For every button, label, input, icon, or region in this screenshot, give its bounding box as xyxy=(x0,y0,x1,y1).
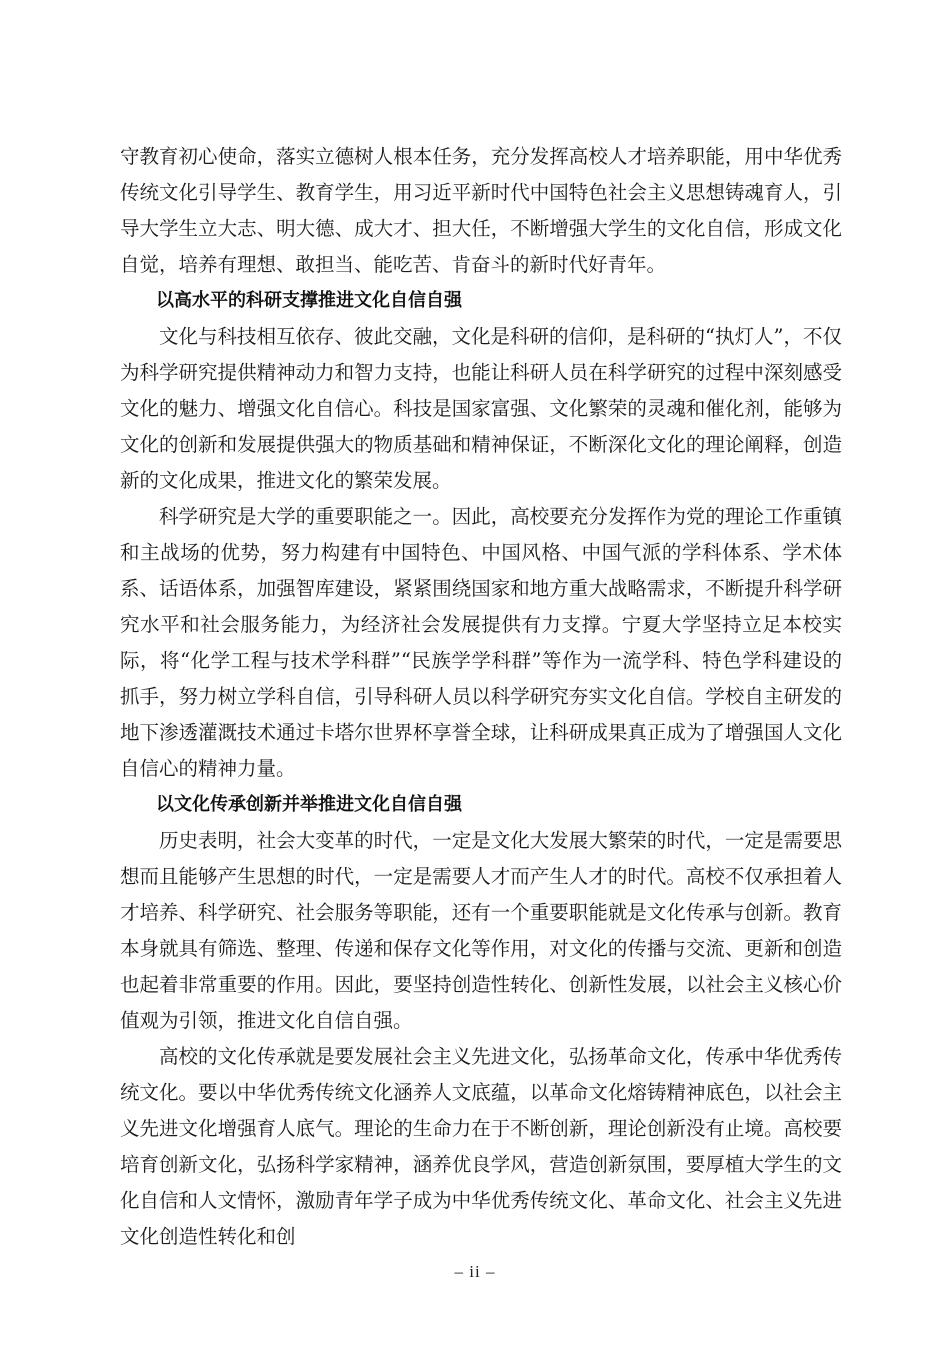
paragraph: 守教育初心使命，落实立德树人根本任务，充分发挥高校人才培养职能，用中华优秀传统文化引导学生、教育学生，用习近平新时代中国特色社会主义思想铸魂育人，引导大学生立大志、明大德、成大才、担大任，不断增强大学生的文化自信，形成文化自觉，培养有理想、敢担当、能吃苦、肯奋斗的新时代好青年。 xyxy=(120,145,842,276)
body-text xyxy=(120,139,842,1255)
paragraph: 高校的文化传承就是要发展社会主义先进文化，弘扬革命文化，传承中华优秀传统文化。要以中华优秀传统文化涵养人文底蕴，以革命文化熔铸精神底色，以社会主义先进文化增强育人底气。理论的生命力在于不断创新，理论创新没有止境。高校要培育创新文化，弘扬科学家精神，涵养优良学风，营造创新氛围，要厚植大学生的文化自信和人文情怀，激励青年学子成为中华优秀传统文化、革命文化、社会主义先进文化创造性转化和创 xyxy=(120,1045,842,1248)
page-number: – ii – xyxy=(454,1262,496,1281)
paragraph: 历史表明，社会大变革的时代，一定是文化大发展大繁荣的时代，一定是需要思想而且能够产生思想的时代，一定是需要人才而产生人才的时代。高校不仅承担着人才培养、科学研究、社会服务等职能，还有一个重要职能就是文化传承与创新。教育本身就具有筛选、整理、传递和保存文化等作用，对文化的传播与交流、更新和创造也起着非常重要的作用。因此，要坚持创造性转化、创新性发展，以社会主义核心价值观为引领，推进文化自信自强。 xyxy=(120,829,842,1032)
section-heading: 以高水平的科研支撑推进文化自信自强 xyxy=(156,290,462,311)
paragraph: 文化与科技相互依存、彼此交融，文化是科研的信仰，是科研的“执灯人”，不仅为科学研究提供精神动力和智力支持，也能让科研人员在科学研究的过程中深刻感受文化的魅力、增强文化自信心。科技是国家富强、文化繁荣的灵魂和催化剂，能够为文化的创新和发展提供强大的物质基础和精神保证，不断深化文化的理论阐释，创造新的文化成果，推进文化的繁荣发展。 xyxy=(120,325,842,492)
paragraph: 科学研究是大学的重要职能之一。因此，高校要充分发挥作为党的理论工作重镇和主战场的优势，努力构建有中国特色、中国风格、中国气派的学科体系、学术体系、话语体系，加强智库建设，紧紧围绕国家和地方重大战略需求，不断提升科学研究水平和社会服务能力，为经济社会发展提供有力支撑。宁夏大学坚持立足本校实际，将“化学工程与技术学科群”“民族学学科群”等作为一流学科、特色学科建设的抓手，努力树立学科自信，引导科研人员以科学研究夯实文化自信。学校自主研发的地下渗透灌溉技术通过卡塔尔世界杯享誉全球，让科研成果真正成为了增强国人文化自信心的精神力量。 xyxy=(120,505,842,780)
section-heading: 以文化传承创新并举推进文化自信自强 xyxy=(156,794,462,815)
